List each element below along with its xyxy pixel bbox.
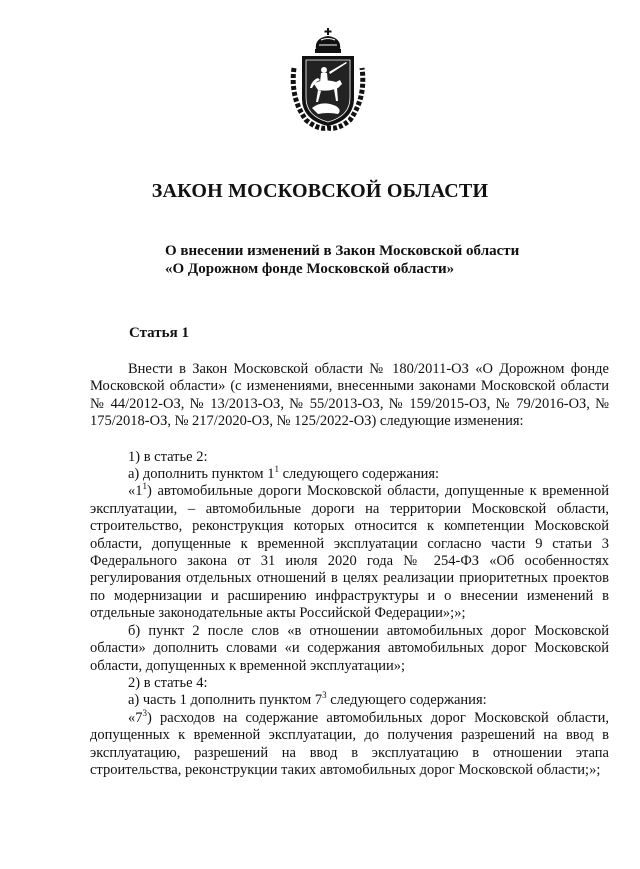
subtitle-line-1: О внесении изменений в Закон Московской области	[165, 243, 520, 259]
item-2a: а) часть 1 дополнить пунктом $7^3$ следующего содержания:	[128, 690, 487, 709]
item-1a: а) дополнить пунктом $1^1$ следующего содержания:	[128, 464, 440, 483]
intro-paragraph: Внести в Закон Московской области № 180/2011-ОЗ «О Дорожном фонде Московской области» (с изменениями, внесенными законами Московской области № 44/2012-ОЗ, № 13/2013-ОЗ, № 55/2013-ОЗ, № 159/2015-ОЗ, № 79/2016-ОЗ, № 175/2018-ОЗ, № 217/2020-ОЗ, № 125/2022-ОЗ) следующие изменения:	[90, 361, 609, 430]
item-2: 2) в статье 4:	[128, 674, 208, 691]
item-1b: б) пункт 2 после слов «в отношении автомобильных дорог Московской области» дополнить словами «и содержания автомобильных дорог Московской области, допущенных к временной эксплуатации»;	[90, 622, 609, 674]
document-title: ЗАКОН МОСКОВСКОЙ ОБЛАСТИ	[151, 180, 489, 202]
item-1a-quote: «$1^1$) автомобильные дороги Московской области, допущенные к временной эксплуатации, – автомобильные дороги на территории Московской области, строительство, реконструкция которых относится к компетенции Московской области, допущенные к временной эксплуатации согласно части 9 статьи 3 Федерального закона от 31 июля 2020 года № 254-ФЗ «Об особенностях регулирования отдельных отношений в целях реализации приоритетных проектов по модернизации и расширению инфраструктуры и о внесении изменений в отдельные законодательные акты Российской Федерации»;»;	[90, 481, 609, 622]
coat-of-arms-icon	[288, 28, 368, 132]
item-1: 1) в статье 2:	[128, 448, 208, 465]
article-body	[90, 361, 609, 779]
item-2a-quote: «$7^3$) расходов на содержание автомобильных дорог Московской области, допущенных к временной эксплуатации, до получения разрешений на ввод в эксплуатацию, разрешений на ввод в эксплуатацию в отношении этапа строительства, реконструкции таких автомобильных дорог Московской области;»;	[90, 707, 609, 778]
subtitle-line-2: «О Дорожном фонде Московской области»	[165, 261, 455, 277]
document-subtitle	[165, 242, 605, 278]
article-heading: Статья 1	[129, 325, 189, 341]
